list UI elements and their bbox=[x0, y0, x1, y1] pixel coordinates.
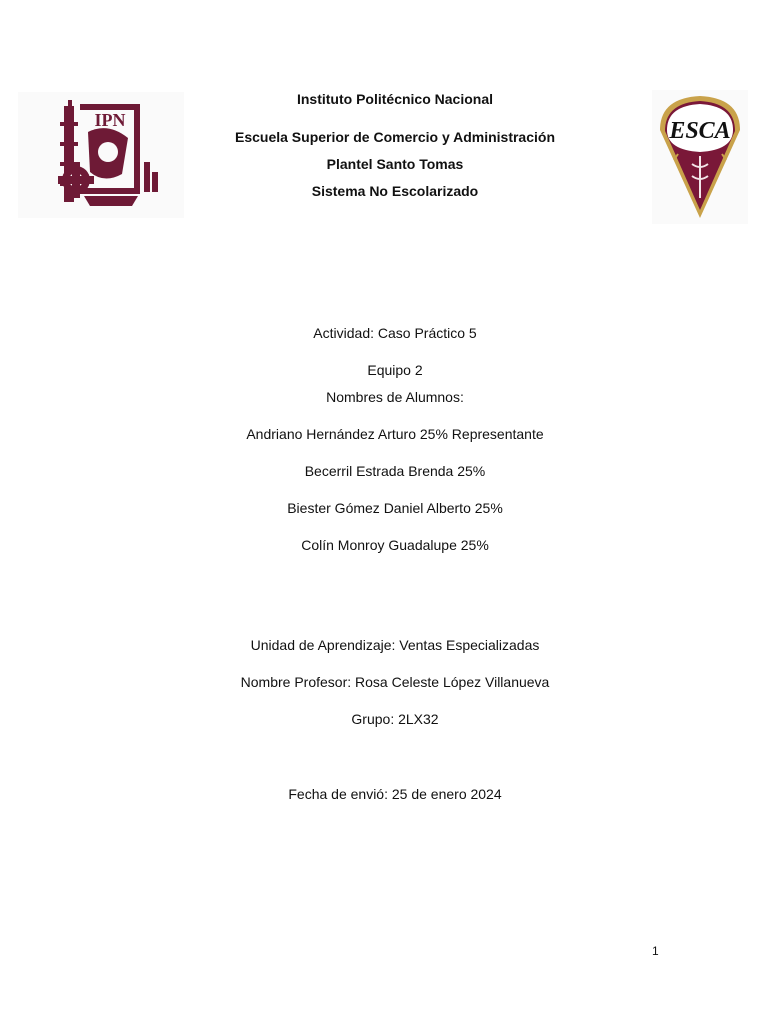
system-name: Sistema No Escolarizado bbox=[311, 183, 479, 199]
svg-text:IPN: IPN bbox=[94, 110, 126, 130]
student-item: Becerril Estrada Brenda 25% bbox=[304, 463, 486, 479]
institute-name: Instituto Politécnico Nacional bbox=[296, 91, 494, 107]
submission-date: Fecha de envió: 25 de enero 2024 bbox=[288, 786, 502, 802]
activity-section bbox=[150, 324, 640, 554]
activity-title: Actividad: Caso Práctico 5 bbox=[313, 325, 477, 341]
course-section bbox=[150, 636, 640, 728]
team-name: Equipo 2 bbox=[367, 362, 423, 378]
student-item: Biester Gómez Daniel Alberto 25% bbox=[287, 500, 503, 516]
institution-header bbox=[150, 90, 640, 200]
group-name: Grupo: 2LX32 bbox=[351, 711, 439, 727]
course-unit: Unidad de Aprendizaje: Ventas Especializadas bbox=[250, 637, 540, 653]
professor-name: Nombre Profesor: Rosa Celeste López Villanueva bbox=[240, 674, 550, 690]
students-label: Nombres de Alumnos: bbox=[326, 389, 464, 405]
esca-logo-icon bbox=[652, 90, 748, 224]
page-number: 1 bbox=[652, 944, 659, 958]
submission-section bbox=[150, 785, 640, 803]
student-item: Colín Monroy Guadalupe 25% bbox=[301, 537, 489, 553]
campus-name: Plantel Santo Tomas bbox=[326, 156, 464, 172]
school-name: Escuela Superior de Comercio y Administración bbox=[234, 129, 556, 145]
svg-text:ESCA: ESCA bbox=[669, 118, 731, 144]
student-item: Andriano Hernández Arturo 25% Representante bbox=[246, 426, 544, 442]
